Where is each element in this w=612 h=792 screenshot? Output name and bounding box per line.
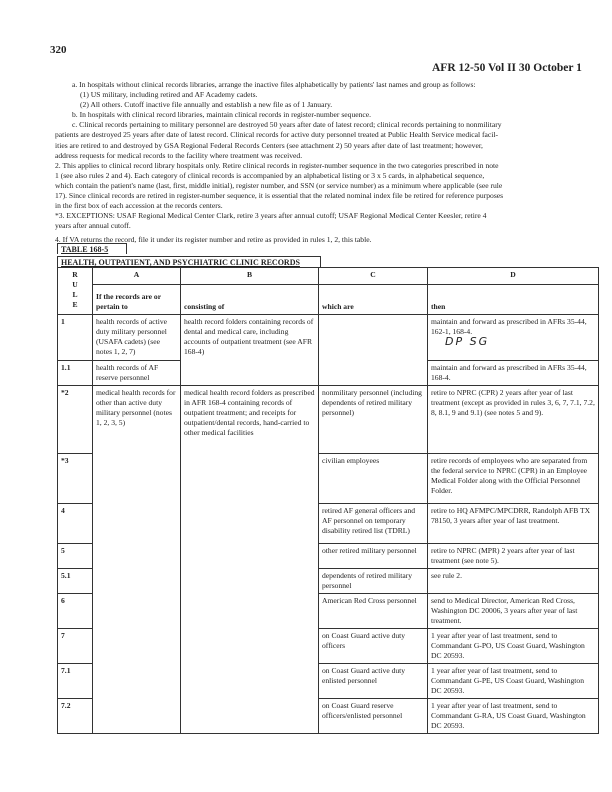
cell-d: see rule 2. xyxy=(428,569,599,594)
cell-d: retire to NPRC (CPR) 2 years after year of last treatment (except as provided in rules 3, 6, 7, 7.1, 7.2, 8, 8.1, 9 and 9.1) (see notes 5 and 9). xyxy=(428,386,599,454)
handwritten-initials: DP SG xyxy=(445,335,490,348)
cell-c xyxy=(319,315,428,386)
column-heading-b: consisting of xyxy=(181,285,319,315)
column-letter-c: C xyxy=(319,268,428,285)
column-letter-a: A xyxy=(93,268,181,285)
rule-header: R U L E xyxy=(58,268,93,315)
cell-d: maintain and forward as prescribed in AFRs 35-44, 168-4. xyxy=(428,361,599,386)
note-2: 2. This applies to clinical record library hospitals only. Retire clinical records in register-number sequence in the two categories prescribed in note xyxy=(55,160,499,170)
page-number: 320 xyxy=(50,44,67,56)
rule-number: 5 xyxy=(58,544,93,569)
table-notes xyxy=(55,80,612,246)
column-heading-d: then xyxy=(428,285,599,315)
cell-c: on Coast Guard active duty enlisted personnel xyxy=(319,664,428,699)
cell-d: 1 year after year of last treatment, send to Commandant G-PE, US Coast Guard, Washington DC 20593. xyxy=(428,664,599,699)
table-row xyxy=(58,386,599,454)
cell-b: medical health record folders as prescribed in AFR 168-4 containing records of outpatient treatment; and receipts for outpatient/dental records, hand-carried to other medical facilities xyxy=(181,386,319,734)
note-2-cont: in the first box of each accession at the records centers. xyxy=(55,201,223,211)
cell-c: on Coast Guard active duty officers xyxy=(319,629,428,664)
rule-number: 1.1 xyxy=(58,361,93,386)
cell-b: health record folders containing records of dental and medical care, including accounts of outpatient treatment (see AFR 168-4) xyxy=(181,315,319,386)
cell-c: civilian employees xyxy=(319,454,428,504)
note-2-cont: which contain the patient's name (last, first, middle initial), register number, and SSN (or service number) as a minimum where applicable (see rule xyxy=(55,180,503,190)
cell-c: other retired military personnel xyxy=(319,544,428,569)
rule-number: 7 xyxy=(58,629,93,664)
rule-number: 7.2 xyxy=(58,699,93,734)
cell-a: health records of active duty military personnel (USAFA cadets) (see notes 1, 2, 7) xyxy=(93,315,181,361)
cell-d: 1 year after year of last treatment, send to Commandant G-PO, US Coast Guard, Washington DC 20593. xyxy=(428,629,599,664)
rule-number: *3 xyxy=(58,454,93,504)
cell-d: send to Medical Director, American Red Cross, Washington DC 20006, 3 years after year of last treatment. xyxy=(428,594,599,629)
note-b: b. In hospitals with clinical record libraries, maintain clinical records in register-number sequence. xyxy=(72,110,372,120)
note-c-cont: address requests for medical records to the facility where treatment was received. xyxy=(55,150,303,160)
records-table xyxy=(57,267,599,734)
cell-d: retire to HQ AFMPC/MPCDRR, Randolph AFB TX 78150, 3 years after year of last treatment. xyxy=(428,504,599,544)
rule-number: 7.1 xyxy=(58,664,93,699)
cell-c: on Coast Guard reserve officers/enlisted personnel xyxy=(319,699,428,734)
cell-a: health records of AF reserve personnel xyxy=(93,361,181,386)
table-title: HEALTH, OUTPATIENT, AND PSYCHIATRIC CLINIC RECORDS xyxy=(57,256,321,268)
table-row xyxy=(58,315,599,361)
table-label: TABLE 168-5 xyxy=(57,243,127,254)
cell-c: dependents of retired military personnel xyxy=(319,569,428,594)
cell-c: retired AF general officers and AF personnel on temporary disability retired list (TDRL) xyxy=(319,504,428,544)
note-a1: (1) US military, including retired and AF Academy cadets. xyxy=(80,90,258,100)
column-letter-b: B xyxy=(181,268,319,285)
note-2-cont: 1 (see also rules 2 and 4). Each category of clinical records is accompanied by an alphabetical listing or 3 x 5 cards, in alphabetical sequence, xyxy=(55,170,485,180)
cell-d: retire records of employees who are separated from the federal service to NPRC (CPR) in an Employee Medical Folder along with the Official Personnel Folder. xyxy=(428,454,599,504)
cell-d: retire to NPRC (MPR) 2 years after year of last treatment (see note 5). xyxy=(428,544,599,569)
rule-number: 6 xyxy=(58,594,93,629)
note-c: c. Clinical records pertaining to military personnel are destroyed 50 years after date of latest record; clinical records pertaining to nonmilitary xyxy=(72,120,502,130)
cell-c: nonmilitary personnel (including dependents of retired military personnel) xyxy=(319,386,428,454)
column-heading-a: If the records are or pertain to xyxy=(93,285,181,315)
cell-d: maintain and forward as prescribed in AFRs 35-44, 162-1, 168-4. DP SG xyxy=(428,315,599,361)
column-letters-row xyxy=(58,268,599,285)
cell-d: 1 year after year of last treatment, send to Commandant G-RA, US Coast Guard, Washington DC 20593. xyxy=(428,699,599,734)
note-a: a. In hospitals without clinical records libraries, arrange the inactive files alphabetically by patients' last names and group as follows: xyxy=(72,80,476,89)
column-letter-d: D xyxy=(428,268,599,285)
note-2-cont: 17). Since clinical records are retired in register-number sequence, it is essential that the related nominal index file be retired for reference purposes xyxy=(55,191,504,201)
column-heading-c: which are xyxy=(319,285,428,315)
running-header: AFR 12-50 Vol II 30 October 1 xyxy=(432,62,582,74)
note-c-cont: ities are retired to and destroyed by GSA Regional Federal Records Centers (see attachment 2) 50 years after date of last treatment; however, xyxy=(55,140,483,150)
note-4: 4. If VA returns the record, file it under its register number and retire as provided in rules 1, 2, this table. xyxy=(55,235,372,245)
note-c-cont: patients are destroyed 25 years after date of latest record. Clinical records for active duty personnel treated at Public Health Service medical facil- xyxy=(55,130,498,140)
cell-a: medical health records for other than active duty military personnel (notes 1, 2, 3, 5) xyxy=(93,386,181,734)
note-3: *3. EXCEPTIONS: USAF Regional Medical Center Clark, retire 3 years after annual cutoff; USAF Regional Medical Center Keesler, retire 4 xyxy=(55,211,487,221)
cell-c: American Red Cross personnel xyxy=(319,594,428,629)
rule-number: 4 xyxy=(58,504,93,544)
note-a2: (2) All others. Cutoff inactive file annually and establish a new file as of 1 January. xyxy=(80,100,333,110)
rule-number: *2 xyxy=(58,386,93,454)
column-headings-row xyxy=(58,285,599,315)
rule-number: 5.1 xyxy=(58,569,93,594)
rule-number: 1 xyxy=(58,315,93,361)
note-3-cont: years after annual cutoff. xyxy=(55,221,131,231)
